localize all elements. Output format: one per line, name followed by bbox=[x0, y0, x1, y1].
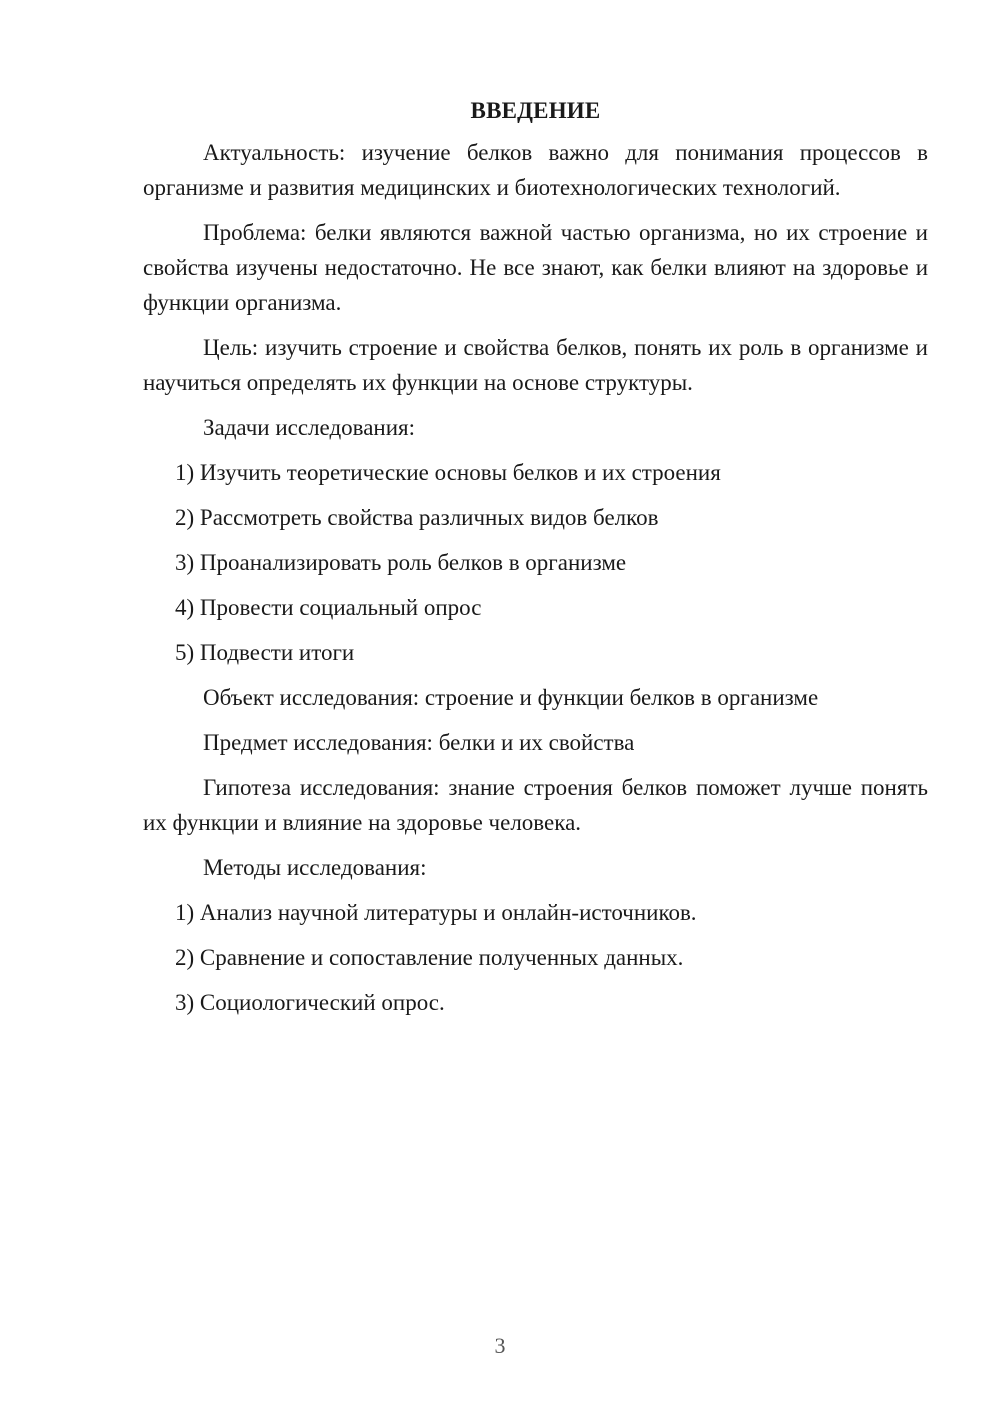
page-content bbox=[143, 95, 928, 1030]
section-title: ВВЕДЕНИЕ bbox=[470, 98, 601, 123]
relevance-paragraph: Актуальность: изучение белков важно для понимания процессов в организме и развития медицинских и биотехнологических технологий. bbox=[143, 140, 928, 200]
hypothesis-paragraph: Гипотеза исследования: знание строения белков поможет лучше понять их функции и влияние на здоровье человека. bbox=[143, 775, 928, 835]
problem-paragraph: Проблема: белки являются важной частью организма, но их строение и свойства изучены недостаточно. Не все знают, как белки влияют на здоровье и функции организма. bbox=[143, 220, 928, 315]
task-item: 2) Рассмотреть свойства различных видов белков bbox=[175, 505, 659, 530]
task-item: 5) Подвести итоги bbox=[175, 640, 355, 665]
methods-list bbox=[143, 895, 928, 1020]
task-item: 3) Проанализировать роль белков в организме bbox=[175, 550, 627, 575]
method-item: 2) Сравнение и сопоставление полученных данных. bbox=[175, 945, 684, 970]
tasks-list bbox=[143, 455, 928, 670]
goal-paragraph: Цель: изучить строение и свойства белков, понять их роль в организме и научиться определять их функции на основе структуры. bbox=[143, 335, 928, 395]
method-item: 3) Социологический опрос. bbox=[175, 990, 445, 1015]
object-paragraph: Объект исследования: строение и функции белков в организме bbox=[203, 685, 819, 710]
page-number: 3 bbox=[494, 1333, 506, 1358]
task-item: 4) Провести социальный опрос bbox=[175, 595, 482, 620]
tasks-heading: Задачи исследования: bbox=[203, 415, 416, 440]
task-item: 1) Изучить теоретические основы белков и их строения bbox=[175, 460, 721, 485]
methods-heading: Методы исследования: bbox=[203, 855, 427, 880]
subject-paragraph: Предмет исследования: белки и их свойства bbox=[203, 730, 635, 755]
method-item: 1) Анализ научной литературы и онлайн-источников. bbox=[175, 900, 697, 925]
